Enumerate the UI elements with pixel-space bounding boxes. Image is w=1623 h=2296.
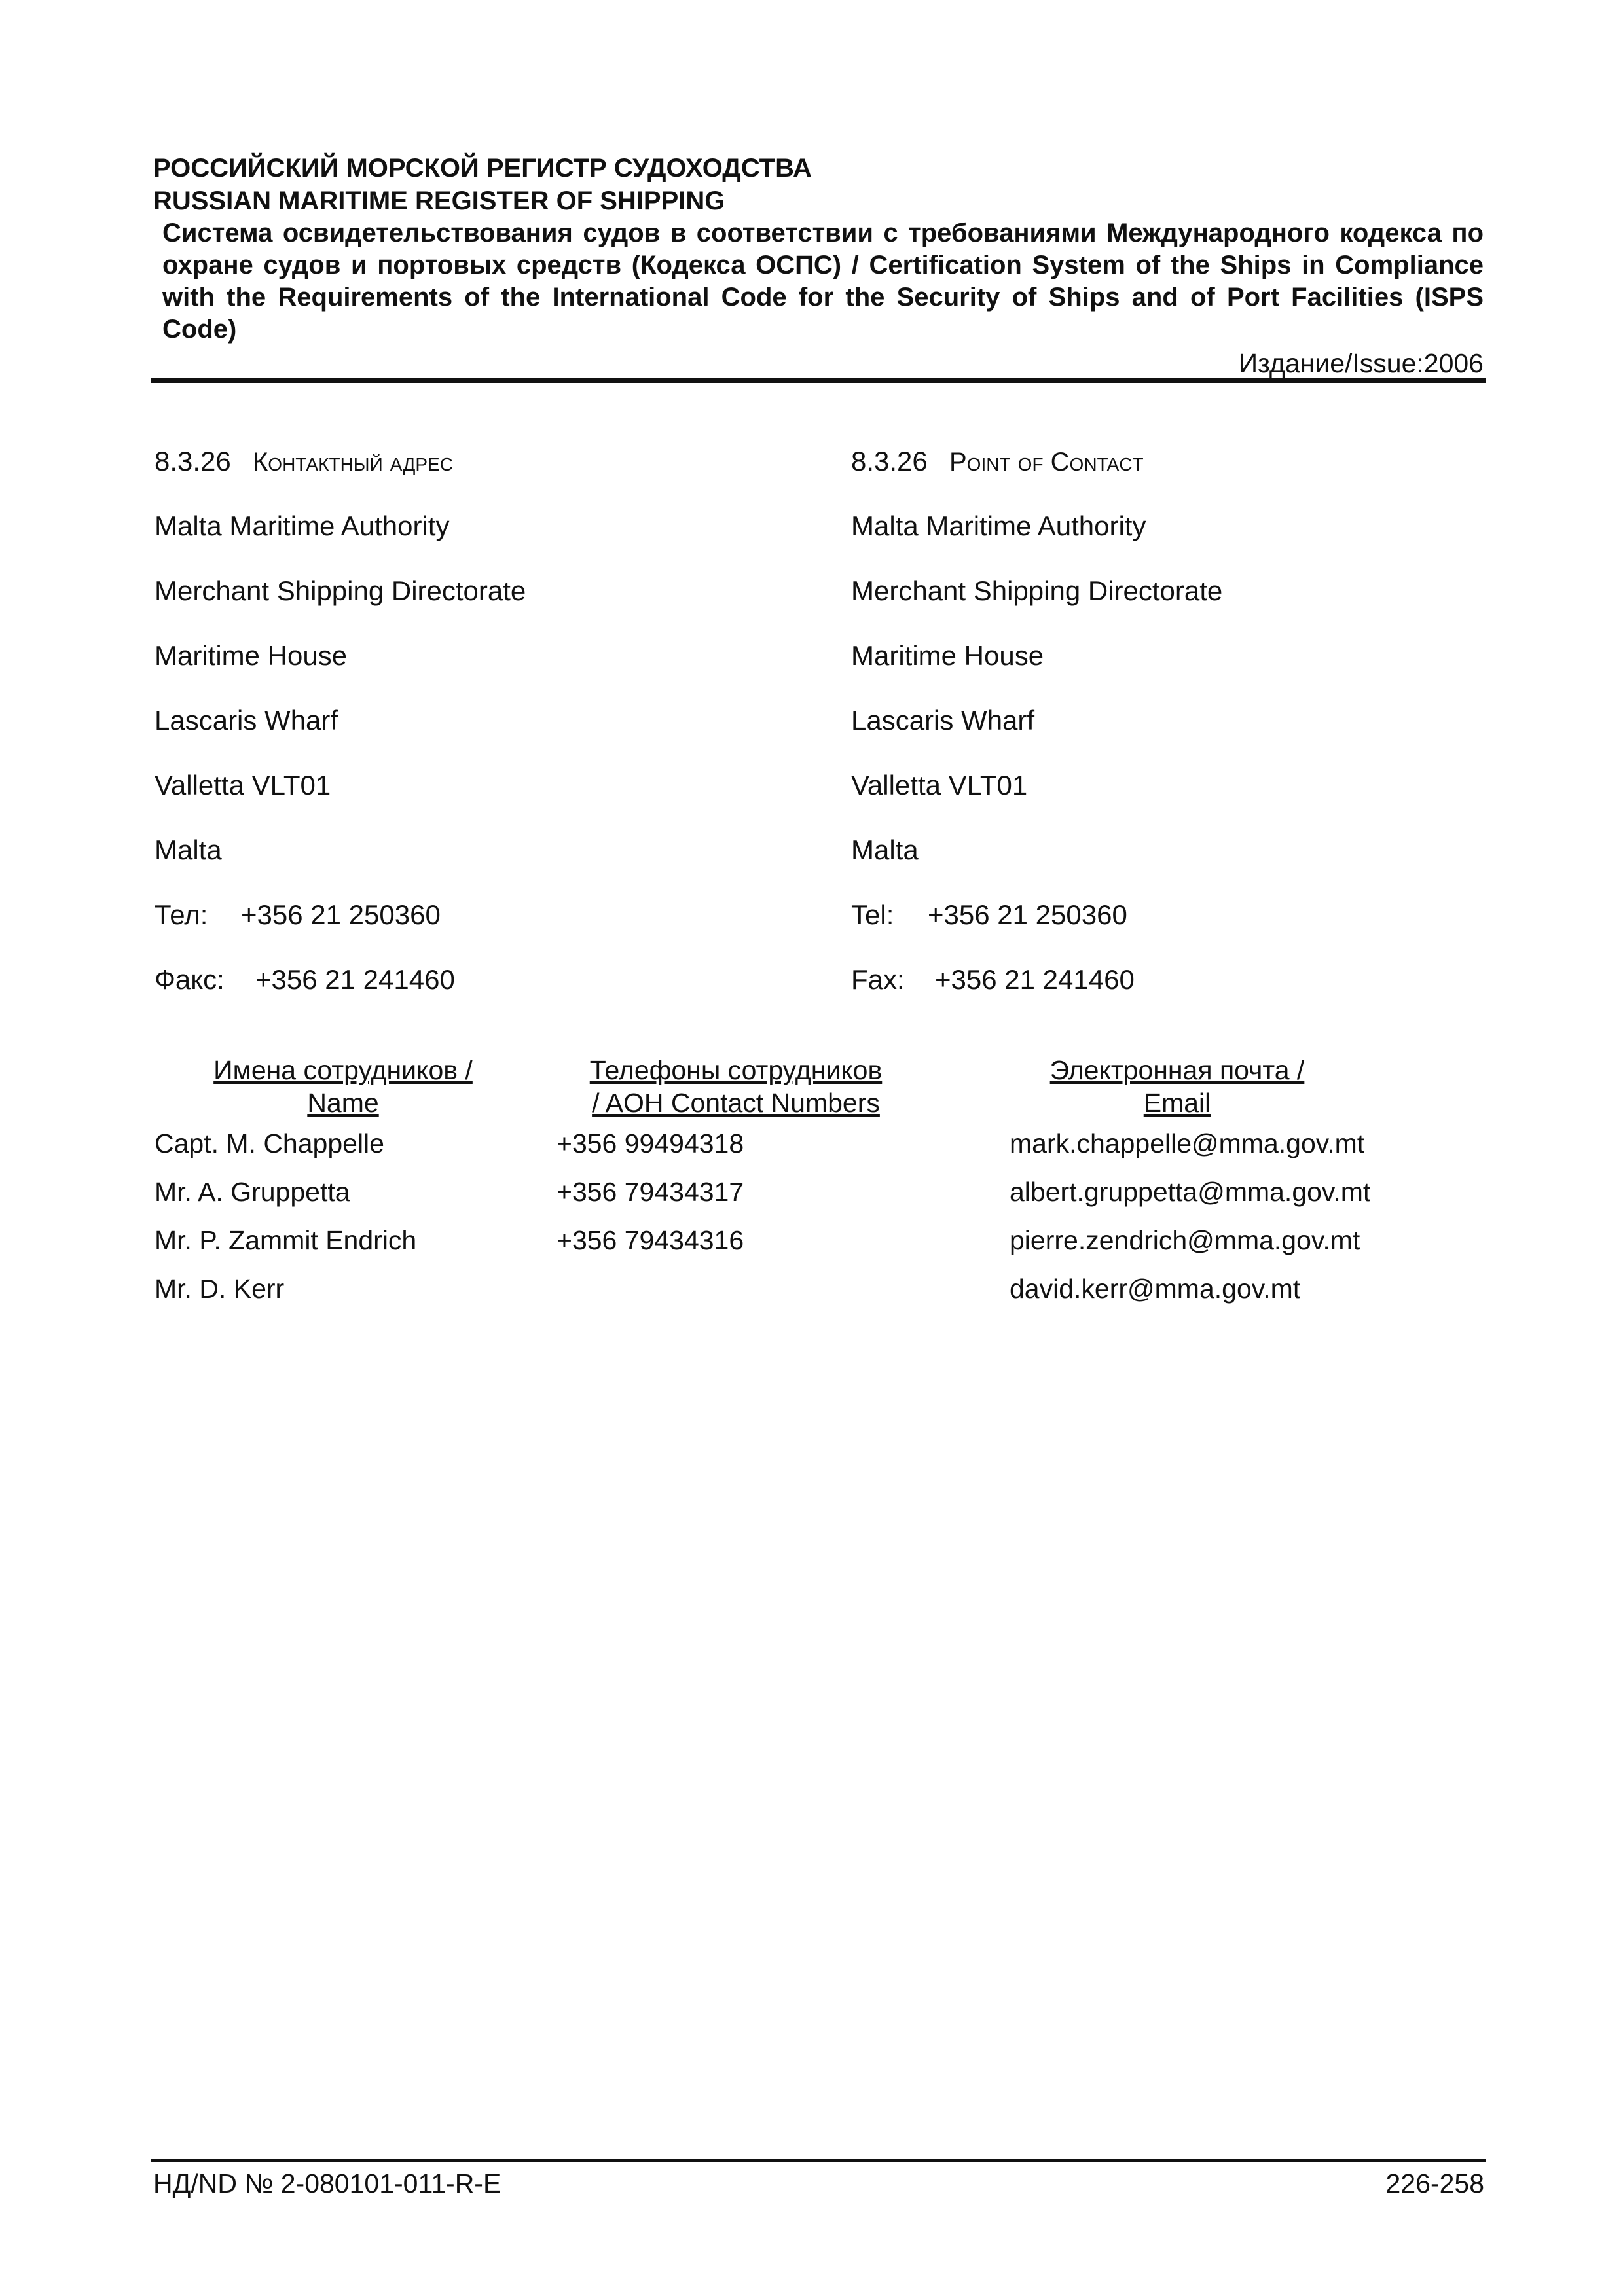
contact-email: albert.gruppetta@mma.gov.mt — [1010, 1177, 1371, 1207]
address-line: Malta — [851, 834, 919, 865]
address-line: Maritime House — [851, 640, 1044, 671]
fax-number: +356 21 241460 — [255, 964, 455, 995]
header-title-en: RUSSIAN MARITIME REGISTER OF SHIPPING — [153, 187, 725, 215]
contact-email: david.kerr@mma.gov.mt — [1010, 1274, 1301, 1304]
address-line: Valletta VLT01 — [155, 770, 331, 800]
issue-label: Издание/Issue:2006 — [1238, 348, 1484, 378]
contact-name: Mr. P. Zammit Endrich — [155, 1225, 417, 1255]
section-heading-ru — [155, 445, 809, 478]
fax-line — [851, 963, 1506, 996]
table-row — [155, 1216, 1484, 1265]
document-number: НД/ND № 2-080101-011-R-E — [153, 2168, 501, 2198]
section-title: Point of Contact — [949, 448, 1144, 476]
phone-label: Tel: — [851, 899, 894, 930]
address-line: Malta Maritime Authority — [155, 511, 450, 541]
document-header — [153, 152, 1484, 380]
address-line: Malta Maritime Authority — [851, 511, 1146, 541]
table-row — [155, 1168, 1484, 1216]
fax-number: +356 21 241460 — [935, 964, 1135, 995]
contact-phone: +356 99494318 — [556, 1128, 744, 1158]
phone-label: Тел: — [155, 899, 208, 930]
column-header-email: Электронная почта / Email — [1049, 1055, 1305, 1118]
page-number: 226-258 — [1385, 2168, 1484, 2198]
contact-phone: +356 79434317 — [556, 1177, 744, 1207]
contact-phone: +356 79434316 — [556, 1225, 744, 1255]
fax-line — [155, 963, 809, 996]
phone-line — [155, 899, 809, 931]
column-header-name: Имена сотрудников / Name — [213, 1055, 473, 1118]
address-line: Valletta VLT01 — [851, 770, 1028, 800]
contact-name: Mr. A. Gruppetta — [155, 1177, 350, 1207]
fax-label: Fax: — [851, 964, 905, 995]
phone-number: +356 21 250360 — [241, 899, 441, 930]
section-number: 8.3.26 — [155, 446, 231, 476]
footer-divider — [151, 2159, 1486, 2162]
contact-email: mark.chappelle@mma.gov.mt — [1010, 1128, 1365, 1158]
address-line: Maritime House — [155, 640, 348, 671]
contact-address-ru — [155, 445, 809, 996]
header-divider — [151, 378, 1486, 383]
contact-name: Capt. M. Chappelle — [155, 1128, 384, 1158]
section-title: Контактный адрес — [253, 448, 453, 476]
table-row — [155, 1119, 1484, 1168]
table-header — [155, 1054, 1484, 1119]
contacts-table — [155, 1054, 1484, 1313]
phone-number: +356 21 250360 — [928, 899, 1127, 930]
address-line: Merchant Shipping Directorate — [851, 575, 1223, 606]
contact-email: pierre.zendrich@mma.gov.mt — [1010, 1225, 1360, 1255]
phone-line — [851, 899, 1506, 931]
contact-address-en — [851, 445, 1506, 996]
table-row — [155, 1265, 1484, 1313]
address-line: Malta — [155, 834, 222, 865]
contact-name: Mr. D. Kerr — [155, 1274, 285, 1304]
header-description: Система освидетельствования судов в соответствии с требованиями Международного кодекса по охране судов и портовых средств (Кодекса ОСПС) / Certification System of the Ships in Compliance with the Requirements of the International Code for the Security of Ships and of Port Facilities (ISPS Code) — [162, 219, 1484, 344]
address-line: Lascaris Wharf — [851, 705, 1035, 736]
section-number: 8.3.26 — [851, 446, 928, 476]
address-line: Merchant Shipping Directorate — [155, 575, 526, 606]
address-line: Lascaris Wharf — [155, 705, 338, 736]
column-header-phone: Телефоны сотрудников / AOH Contact Numbers — [589, 1055, 883, 1118]
header-title-ru: РОССИЙСКИЙ МОРСКОЙ РЕГИСТР СУДОХОДСТВА — [153, 154, 812, 183]
section-heading-en — [851, 445, 1506, 478]
fax-label: Факс: — [155, 964, 225, 995]
